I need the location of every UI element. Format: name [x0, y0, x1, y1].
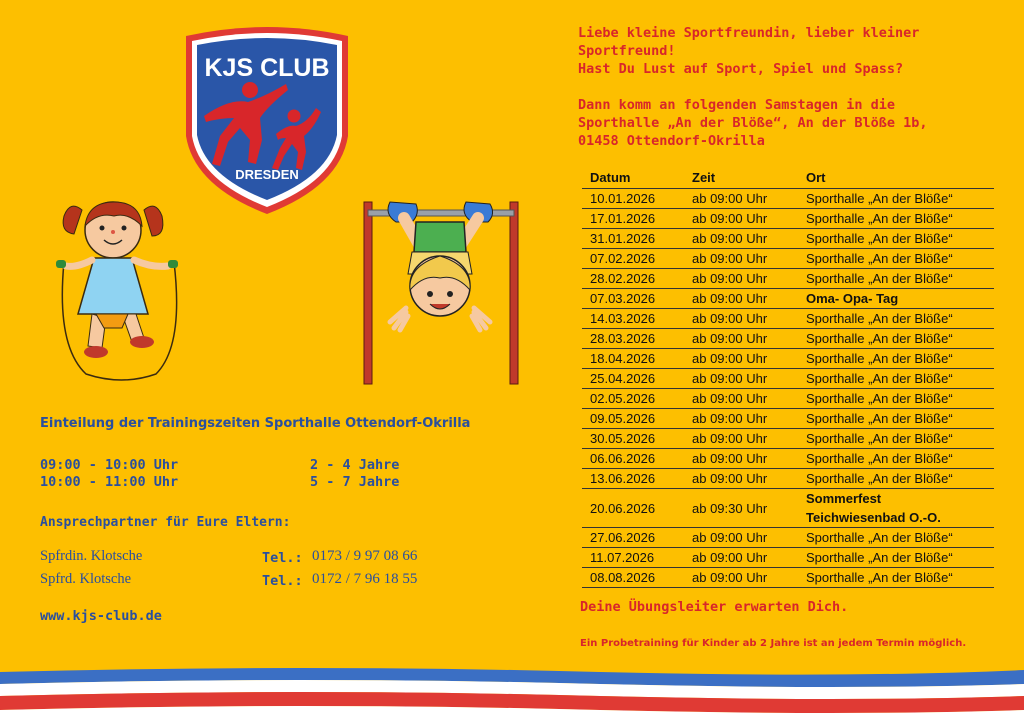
contact-1-name: Spfrdin. Klotsche — [40, 548, 143, 564]
table-row — [582, 309, 994, 329]
cell-time: ab 09:00 Uhr — [684, 429, 798, 449]
cell-time: ab 09:00 Uhr — [684, 249, 798, 269]
cell-date: 13.06.2026 — [582, 469, 684, 489]
schedule-table — [582, 166, 994, 588]
contact-1-phone: 0173 / 9 97 08 66 — [312, 548, 418, 564]
table-row — [582, 349, 994, 369]
pull-up-bar-boy-illustration — [360, 192, 522, 386]
cell-place: Sporthalle „An der Blöße“ — [798, 309, 994, 329]
table-row — [582, 209, 994, 229]
intro-line-1: Liebe kleine Sportfreundin, lieber kleiner Sportfreund! — [578, 25, 920, 59]
cell-time: ab 09:00 Uhr — [684, 568, 798, 588]
cell-time: ab 09:00 Uhr — [684, 329, 798, 349]
intro-text — [578, 24, 1018, 150]
intro-line-3: Dann komm an folgenden Samstagen in die — [578, 97, 895, 113]
cell-place — [798, 489, 994, 528]
cell-time: ab 09:00 Uhr — [684, 369, 798, 389]
cell-time: ab 09:00 Uhr — [684, 528, 798, 548]
cell-place: Sporthalle „An der Blöße“ — [798, 429, 994, 449]
cell-time: ab 09:00 Uhr — [684, 548, 798, 568]
cell-time: ab 09:00 Uhr — [684, 469, 798, 489]
cell-date: 02.05.2026 — [582, 389, 684, 409]
contact-2-name: Spfrd. Klotsche — [40, 571, 132, 587]
cell-date: 31.01.2026 — [582, 229, 684, 249]
table-row — [582, 449, 994, 469]
decorative-stripes — [0, 660, 1024, 724]
trial-note: Ein Probetraining für Kinder ab 2 Jahre ist an jedem Termin möglich. — [580, 638, 967, 649]
cell-date: 07.02.2026 — [582, 249, 684, 269]
cell-place: Sporthalle „An der Blöße“ — [798, 189, 994, 209]
logo-top-text: KJS CLUB — [204, 54, 330, 82]
contact-2-tel-label: Tel.: — [262, 573, 303, 589]
table-row — [582, 189, 994, 209]
slot-2-time: 10:00 - 11:00 Uhr — [40, 474, 179, 490]
cell-time: ab 09:00 Uhr — [684, 349, 798, 369]
cell-date: 28.02.2026 — [582, 269, 684, 289]
cell-place: Sporthalle „An der Blöße“ — [798, 209, 994, 229]
trainers-note: Deine Übungsleiter erwarten Dich. — [580, 599, 849, 615]
column-header-date: Datum — [582, 166, 684, 189]
cell-time: ab 09:00 Uhr — [684, 409, 798, 429]
slot-2-ages: 5 - 7 Jahre — [310, 474, 400, 490]
cell-place: Sporthalle „An der Blöße“ — [798, 349, 994, 369]
table-row — [582, 528, 994, 548]
intro-line-2: Hast Du Lust auf Sport, Spiel und Spass? — [578, 61, 904, 77]
table-row — [582, 229, 994, 249]
cell-time: ab 09:00 Uhr — [684, 209, 798, 229]
table-row — [582, 489, 994, 528]
cell-place: Sporthalle „An der Blöße“ — [798, 369, 994, 389]
cell-time: ab 09:00 Uhr — [684, 449, 798, 469]
cell-date: 08.08.2026 — [582, 568, 684, 588]
cell-place: Sporthalle „An der Blöße“ — [798, 229, 994, 249]
cell-place: Sporthalle „An der Blöße“ — [798, 528, 994, 548]
table-row — [582, 269, 994, 289]
cell-date: 14.03.2026 — [582, 309, 684, 329]
jump-rope-girl-illustration — [52, 196, 192, 384]
table-row — [582, 409, 994, 429]
table-row — [582, 389, 994, 409]
table-row — [582, 429, 994, 449]
cell-date: 30.05.2026 — [582, 429, 684, 449]
cell-date: 20.06.2026 — [582, 489, 684, 528]
cell-time: ab 09:00 Uhr — [684, 309, 798, 329]
intro-line-4: Sporthalle „An der Blöße“, An der Blöße 1b, — [578, 115, 928, 131]
table-row — [582, 249, 994, 269]
cell-time: ab 09:00 Uhr — [684, 289, 798, 309]
website-link[interactable]: www.kjs-club.de — [40, 608, 162, 624]
cell-time: ab 09:00 Uhr — [684, 229, 798, 249]
cell-place: Sporthalle „An der Blöße“ — [798, 329, 994, 349]
cell-date: 27.06.2026 — [582, 528, 684, 548]
cell-place: Sporthalle „An der Blöße“ — [798, 469, 994, 489]
contact-2-phone: 0172 / 7 96 18 55 — [312, 571, 418, 587]
cell-place-line: Teichwiesenbad O.-O. — [806, 510, 941, 525]
table-header-row — [582, 166, 994, 189]
cell-place: Sporthalle „An der Blöße“ — [798, 409, 994, 429]
cell-date: 10.01.2026 — [582, 189, 684, 209]
cell-place: Sporthalle „An der Blöße“ — [798, 548, 994, 568]
slot-1-time: 09:00 - 10:00 Uhr — [40, 457, 179, 473]
table-row — [582, 289, 994, 309]
logo-bottom-text: DRESDEN — [235, 167, 299, 182]
cell-date: 28.03.2026 — [582, 329, 684, 349]
contact-1-tel-label: Tel.: — [262, 550, 303, 566]
column-header-place: Ort — [798, 166, 994, 189]
table-row — [582, 369, 994, 389]
cell-time: ab 09:00 Uhr — [684, 189, 798, 209]
contact-heading: Ansprechpartner für Eure Eltern: — [40, 515, 291, 530]
intro-line-5: 01458 Ottendorf-Okrilla — [578, 133, 765, 149]
cell-date: 06.06.2026 — [582, 449, 684, 469]
cell-date: 07.03.2026 — [582, 289, 684, 309]
training-times-heading: Einteilung der Trainingszeiten Sporthalle Ottendorf-Okrilla — [40, 416, 471, 431]
cell-place: Sporthalle „An der Blöße“ — [798, 269, 994, 289]
cell-place: Sporthalle „An der Blöße“ — [798, 568, 994, 588]
column-header-time: Zeit — [684, 166, 798, 189]
cell-time: ab 09:00 Uhr — [684, 269, 798, 289]
cell-place: Oma- Opa- Tag — [798, 289, 994, 309]
table-row — [582, 568, 994, 588]
cell-date: 18.04.2026 — [582, 349, 684, 369]
cell-place: Sporthalle „An der Blöße“ — [798, 249, 994, 269]
kjs-club-logo — [176, 24, 358, 220]
table-row — [582, 329, 994, 349]
table-row — [582, 548, 994, 568]
cell-date: 17.01.2026 — [582, 209, 684, 229]
cell-time: ab 09:00 Uhr — [684, 389, 798, 409]
cell-date: 09.05.2026 — [582, 409, 684, 429]
slot-1-ages: 2 - 4 Jahre — [310, 457, 400, 473]
cell-date: 11.07.2026 — [582, 548, 684, 568]
table-row — [582, 469, 994, 489]
cell-date: 25.04.2026 — [582, 369, 684, 389]
cell-place: Sporthalle „An der Blöße“ — [798, 389, 994, 409]
cell-place: Sporthalle „An der Blöße“ — [798, 449, 994, 469]
cell-place-line: Sommerfest — [806, 491, 882, 506]
cell-time: ab 09:30 Uhr — [684, 489, 798, 528]
